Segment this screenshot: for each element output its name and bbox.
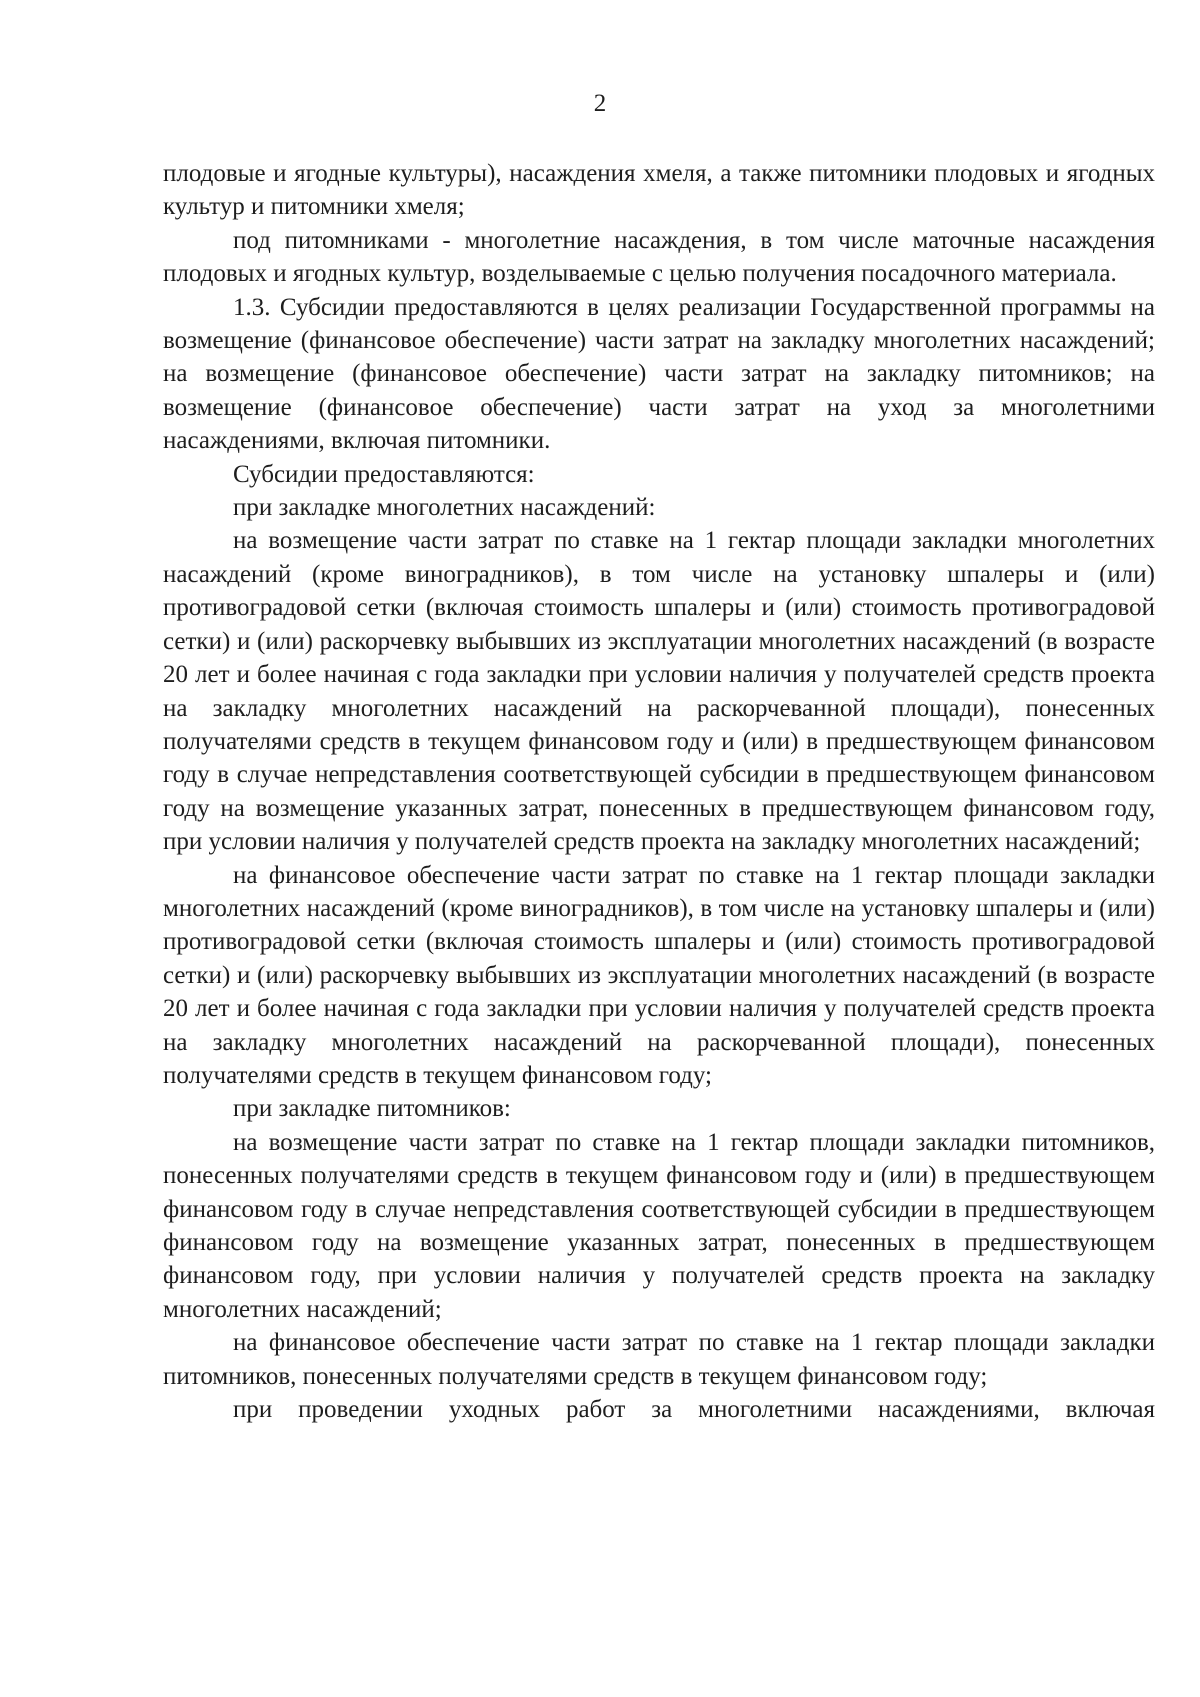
paragraph: на возмещение части затрат по ставке на 1 гектар площади закладки многолетних насаждений (кроме виноградников), в том числе на установку шпалеры и (или) противоградовой сетки (включая стоимость шпалеры и (или) стоимость противоградовой сетки) и (или) раскорчевку выбывших из эксплуатации многолетних насаждений (в возрасте 20 лет и более начиная с года закладки при условии наличия у получателей средств проекта на закладку многолетних насаждений на раскорчеванной площади), понесенных получателями средств в текущем финансовом году и (или) в предшествующем финансовом году в случае непредставления соответствующей субсидии в предшествующем финансовом году на возмещение указанных затрат, понесенных в предшествующем финансовом году, при условии наличия у получателей средств проекта на закладку многолетних насаждений; (163, 527, 1155, 856)
paragraph: при закладке многолетних насаждений: (233, 494, 656, 522)
document-body (163, 157, 1155, 1426)
paragraph: Субсидии предоставляются: (233, 460, 535, 488)
paragraph: 1.3. Субсидии предоставляются в целях реализации Государственной программы на возмещение (финансовое обеспечение) части затрат на закладку многолетних насаждений; на возмещение (финансовое обеспечение) части затрат на закладку питомников; на возмещение (финансовое обеспечение) части затрат на уход за многолетними насаждениями, включая питомники. (163, 293, 1155, 455)
paragraph: на финансовое обеспечение части затрат по ставке на 1 гектар площади закладки питомников, понесенных получателями средств в текущем финансовом году; (163, 1329, 1155, 1390)
paragraph: под питомниками - многолетние насаждения, в том числе маточные насаждения плодовых и ягодных культур, возделываемые с целью получения посадочного материала. (163, 226, 1155, 288)
page-number: 2 (593, 90, 607, 117)
paragraph: плодовые и ягодные культуры), насаждения хмеля, а также питомники плодовых и ягодных культур и питомники хмеля; (163, 160, 1155, 221)
paragraph: на финансовое обеспечение части затрат по ставке на 1 гектар площади закладки многолетних насаждений (кроме виноградников), в том числе на установку шпалеры и (или) противоградовой сетки (включая стоимость шпалеры и (или) стоимость противоградовой сетки) и (или) раскорчевку выбывших из эксплуатации многолетних насаждений (в возрасте 20 лет и более начиная с года закладки при условии наличия у получателей средств проекта на закладку многолетних насаждений на раскорчеванной площади), понесенных получателями средств в текущем финансовом году; (163, 861, 1155, 1089)
paragraph: на возмещение части затрат по ставке на 1 гектар площади закладки питомников, понесенных получателями средств в текущем финансовом году и (или) в предшествующем финансовом году в случае непредставления соответствующей субсидии в предшествующем финансовом году на возмещение указанных затрат, понесенных в предшествующем финансовом году, при условии наличия у получателей средств проекта на закладку многолетних насаждений; (163, 1128, 1155, 1323)
paragraph: при закладке питомников: (233, 1095, 511, 1123)
paragraph: при проведении уходных работ за многолетними насаждениями, включая (233, 1396, 1155, 1424)
